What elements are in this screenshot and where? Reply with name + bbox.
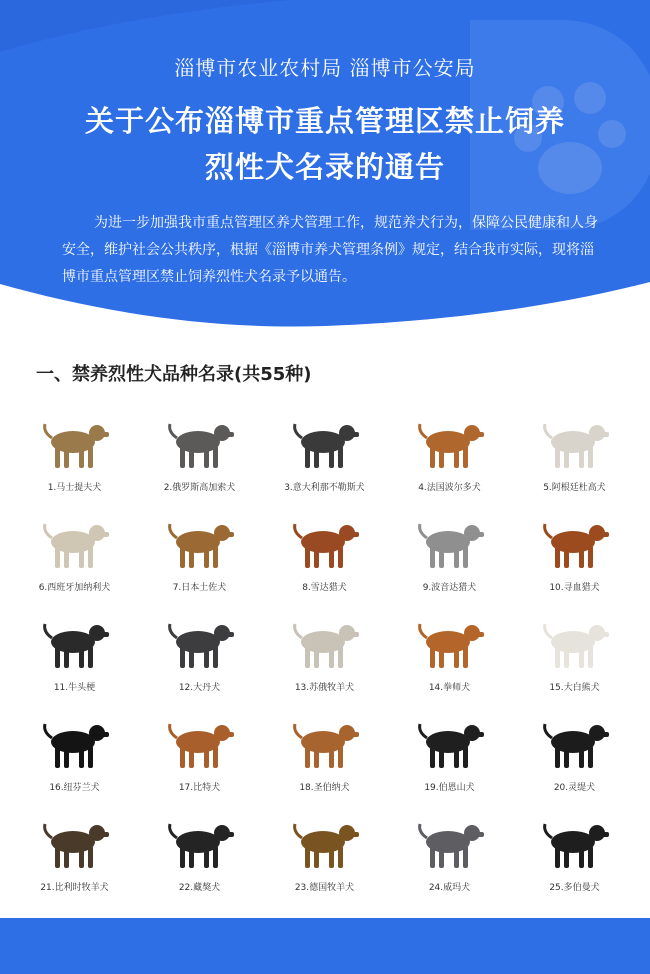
dog-silhouette-part [294,824,301,838]
dog-silhouette-part [544,624,551,638]
dog-silhouette-part [564,647,569,668]
dog-silhouette-part [439,547,444,568]
dog-silhouette-part [329,847,334,868]
dog-silhouette-part [564,547,569,568]
dog-item [12,712,137,812]
dog-silhouette-part [226,832,234,837]
dog-silhouette-part [294,524,301,538]
dog-image [160,812,240,874]
dog-image [35,712,115,774]
dog-caption: 14.拳师犬 [428,683,471,693]
dog-silhouette-part [226,632,234,637]
dog-image [535,612,615,674]
dog-silhouette-part [588,646,593,668]
dog-silhouette-part [101,732,109,737]
dog-caption: 11.牛头梗 [53,683,96,693]
dog-item [12,612,137,712]
dog-silhouette-part [226,532,234,537]
dog-silhouette-part [314,847,319,868]
dog-silhouette-part [588,846,593,868]
dog-row [12,612,638,712]
dog-silhouette-part [430,746,435,768]
dog-image [285,712,365,774]
dog-silhouette-part [430,646,435,668]
dog-caption: 6.西班牙加纳利犬 [38,583,111,593]
dog-item [262,812,387,912]
dog-silhouette-part [555,546,560,568]
dog-item [512,612,637,712]
dog-silhouette-part [588,546,593,568]
dog-silhouette-part [79,447,84,468]
dog-row [12,712,638,812]
dog-item [387,712,512,812]
dog-silhouette-part [419,724,426,738]
dog-image [285,612,365,674]
dog-silhouette-part [169,424,176,438]
dog-image [285,512,365,574]
dog-silhouette-part [564,747,569,768]
dog-silhouette-part [180,446,185,468]
dog-silhouette-part [55,546,60,568]
dog-silhouette-part [101,532,109,537]
dog-silhouette-part [463,846,468,868]
dog-item [387,612,512,712]
dog-silhouette-part [439,447,444,468]
dog-item [262,712,387,812]
dog-item [512,712,637,812]
dog-breed-grid [12,412,638,912]
dog-silhouette-part [88,646,93,668]
dog-silhouette-part [169,624,176,638]
dog-silhouette-part [204,847,209,868]
dog-silhouette-part [601,632,609,637]
dog-image [35,612,115,674]
dog-caption: 22.藏獒犬 [178,883,221,893]
notice-title [0,98,650,190]
dog-caption: 17.比特犬 [178,783,221,793]
dog-image [285,412,365,474]
dog-silhouette-part [463,446,468,468]
dog-caption: 10.寻血猎犬 [549,583,600,593]
dog-image [35,512,115,574]
title-line-2: 烈性犬名录的通告 [204,150,445,184]
dog-image [160,512,240,574]
dog-image [410,512,490,574]
dog-silhouette-part [64,447,69,468]
dog-silhouette-part [213,746,218,768]
dog-silhouette-part [189,747,194,768]
dog-silhouette-part [601,532,609,537]
dog-silhouette-part [476,532,484,537]
dog-silhouette-part [463,546,468,568]
dog-caption: 9.波音达猎犬 [422,583,477,593]
dog-silhouette-part [204,747,209,768]
dog-silhouette-part [338,446,343,468]
dog-silhouette-part [79,547,84,568]
dog-silhouette-part [329,447,334,468]
header-banner [0,0,650,350]
dog-silhouette-part [169,524,176,538]
dog-image [535,712,615,774]
dog-silhouette-part [338,746,343,768]
dog-caption: 20.灵缇犬 [553,783,596,793]
dog-item [137,712,262,812]
dog-silhouette-part [564,447,569,468]
dog-caption: 13.苏俄牧羊犬 [294,683,355,693]
dog-silhouette-part [476,632,484,637]
dog-silhouette-part [601,432,609,437]
dog-silhouette-part [476,832,484,837]
dog-caption: 23.德国牧羊犬 [294,883,355,893]
dog-row [12,512,638,612]
dog-silhouette-part [79,747,84,768]
dog-silhouette-part [189,647,194,668]
dog-silhouette-part [564,847,569,868]
dog-silhouette-part [476,432,484,437]
dog-caption: 5.阿根廷杜高犬 [543,483,606,493]
dog-silhouette-part [189,447,194,468]
dog-silhouette-part [204,447,209,468]
issuing-agencies: 淄博市农业农村局 淄博市公安局 [174,56,476,80]
dog-silhouette-part [314,747,319,768]
dog-silhouette-part [351,532,359,537]
dog-silhouette-part [338,546,343,568]
dog-silhouette-part [351,832,359,837]
dog-caption: 24.威玛犬 [428,883,471,893]
dog-item [512,812,637,912]
dog-silhouette-part [305,746,310,768]
dog-image [410,412,490,474]
dog-item [387,512,512,612]
dog-item [512,412,637,512]
dog-item [387,812,512,912]
dog-image [160,412,240,474]
dog-image [285,812,365,874]
dog-silhouette-part [305,546,310,568]
dog-item [12,412,137,512]
dog-silhouette-part [430,546,435,568]
dog-silhouette-part [189,547,194,568]
dog-silhouette-part [213,546,218,568]
dog-silhouette-part [314,647,319,668]
dog-silhouette-part [101,632,109,637]
dog-silhouette-part [64,647,69,668]
dog-silhouette-part [579,547,584,568]
dog-silhouette-part [180,846,185,868]
dog-caption: 25.多伯曼犬 [549,883,600,893]
dog-silhouette-part [544,824,551,838]
dog-silhouette-part [180,546,185,568]
dog-silhouette-part [555,446,560,468]
dog-caption: 2.俄罗斯高加索犬 [163,483,236,493]
dog-silhouette-part [88,846,93,868]
dog-silhouette-part [204,647,209,668]
dog-silhouette-part [294,724,301,738]
dog-silhouette-part [555,746,560,768]
dog-silhouette-part [314,447,319,468]
dog-silhouette-part [454,647,459,668]
dog-silhouette-part [329,547,334,568]
dog-silhouette-part [544,424,551,438]
dog-silhouette-part [588,446,593,468]
dog-caption: 15.大白熊犬 [549,683,600,693]
dog-silhouette-part [226,732,234,737]
dog-silhouette-part [439,847,444,868]
dog-image [535,412,615,474]
dog-item [262,612,387,712]
dog-silhouette-part [430,846,435,868]
dog-silhouette-part [588,746,593,768]
dog-silhouette-part [314,547,319,568]
dog-silhouette-part [439,747,444,768]
dog-caption: 16.纽芬兰犬 [49,783,100,793]
dog-silhouette-part [101,832,109,837]
dog-silhouette-part [226,432,234,437]
dog-silhouette-part [454,447,459,468]
dog-silhouette-part [579,847,584,868]
dog-silhouette-part [213,446,218,468]
intro-paragraph: 为进一步加强我市重点管理区养犬管理工作，规范养犬行为，保障公民健康和人身安全，维护社会公共秩序，根据《淄博市养犬管理条例》规定，结合我市实际，现将淄博市重点管理区禁止饲养烈性犬名录予以通告。 [62,215,598,285]
dog-silhouette-part [44,624,51,638]
dog-item [137,512,262,612]
dog-silhouette-part [294,424,301,438]
dog-image [160,712,240,774]
dog-row [12,412,638,512]
dog-silhouette-part [439,647,444,668]
dog-caption: 19.伯恩山犬 [424,783,475,793]
dog-silhouette-part [579,747,584,768]
title-line-1: 关于公布淄博市重点管理区禁止饲养 [84,104,565,138]
dog-silhouette-part [305,446,310,468]
dog-silhouette-part [169,724,176,738]
dog-silhouette-part [329,747,334,768]
dog-silhouette-part [64,847,69,868]
dog-silhouette-part [601,732,609,737]
dog-item [12,812,137,912]
dog-item [262,412,387,512]
dog-item [137,812,262,912]
dog-silhouette-part [44,524,51,538]
dog-silhouette-part [88,446,93,468]
dog-silhouette-part [579,447,584,468]
dog-caption: 21.比利时牧羊犬 [40,883,109,893]
footer-band [0,918,650,974]
dog-item [137,612,262,712]
dog-silhouette-part [79,847,84,868]
dog-silhouette-part [419,424,426,438]
dog-caption: 3.意大利那不勒斯犬 [284,483,365,493]
dog-item [12,512,137,612]
dog-silhouette-part [79,647,84,668]
dog-silhouette-part [454,847,459,868]
dog-silhouette-part [463,746,468,768]
dog-silhouette-part [430,446,435,468]
dog-silhouette-part [338,646,343,668]
dog-silhouette-part [55,446,60,468]
dog-silhouette-part [55,746,60,768]
dog-image [160,612,240,674]
dog-caption: 1.马士提夫犬 [47,483,102,493]
dog-caption: 12.大丹犬 [178,683,221,693]
dog-silhouette-part [419,524,426,538]
dog-image [535,812,615,874]
dog-item [512,512,637,612]
dog-silhouette-part [213,646,218,668]
dog-silhouette-part [204,547,209,568]
dog-caption: 18.圣伯纳犬 [299,783,350,793]
dog-silhouette-part [64,747,69,768]
dog-silhouette-part [305,846,310,868]
dog-silhouette-part [44,424,51,438]
dog-image [535,512,615,574]
dog-silhouette-part [101,432,109,437]
dog-silhouette-part [180,646,185,668]
dog-silhouette-part [601,832,609,837]
dog-silhouette-part [329,647,334,668]
dog-row [12,812,638,912]
dog-image [35,812,115,874]
dog-image [35,412,115,474]
dog-silhouette-part [544,524,551,538]
dog-silhouette-part [305,646,310,668]
dog-silhouette-part [294,624,301,638]
dog-image [410,812,490,874]
dog-item [387,412,512,512]
dog-silhouette-part [419,624,426,638]
dog-silhouette-part [544,724,551,738]
dog-silhouette-part [44,724,51,738]
dog-silhouette-part [213,846,218,868]
dog-item [137,412,262,512]
dog-image [410,612,490,674]
dog-silhouette-part [169,824,176,838]
dog-silhouette-part [463,646,468,668]
dog-silhouette-part [419,824,426,838]
dog-silhouette-part [555,846,560,868]
dog-caption: 7.日本土佐犬 [172,583,227,593]
dog-silhouette-part [454,547,459,568]
dog-silhouette-part [555,646,560,668]
dog-silhouette-part [55,646,60,668]
dog-image [410,712,490,774]
dog-silhouette-part [351,432,359,437]
dog-silhouette-part [189,847,194,868]
dog-item [262,512,387,612]
dog-silhouette-part [44,824,51,838]
dog-caption: 8.雪达猎犬 [302,583,347,593]
dog-silhouette-part [64,547,69,568]
dog-silhouette-part [351,632,359,637]
dog-silhouette-part [88,746,93,768]
dog-silhouette-part [338,846,343,868]
dog-caption: 4.法国波尔多犬 [418,483,481,493]
dog-silhouette-part [351,732,359,737]
dog-silhouette-part [180,746,185,768]
dog-silhouette-part [55,846,60,868]
section-title: 一、禁养烈性犬品种名录(共55种) [36,364,312,385]
dog-silhouette-part [454,747,459,768]
dog-silhouette-part [476,732,484,737]
dog-silhouette-part [88,546,93,568]
dog-silhouette-part [579,647,584,668]
